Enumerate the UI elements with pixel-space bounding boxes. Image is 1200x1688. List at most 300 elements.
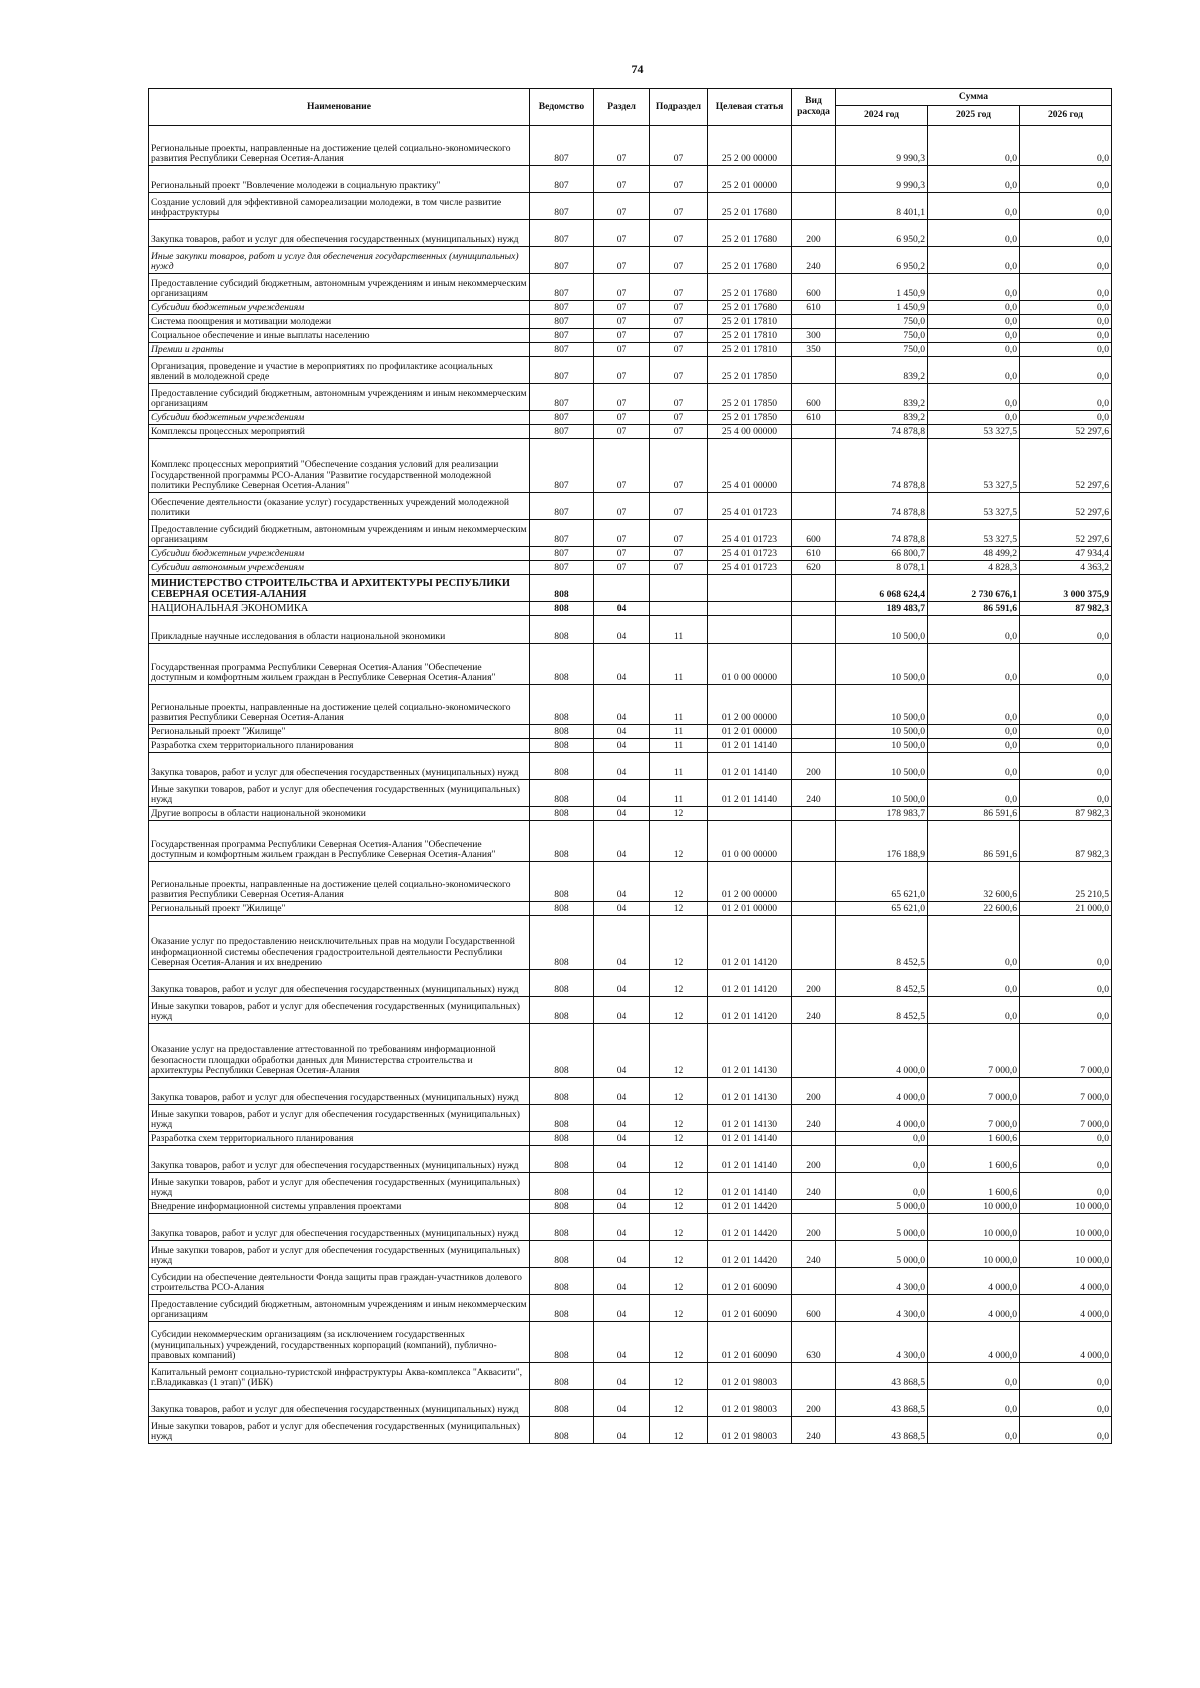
- table-row: [149, 616, 1112, 644]
- row-target-article: 25 2 01 17810: [708, 315, 792, 329]
- row-name: Субсидии бюджетным учреждениям: [149, 411, 530, 425]
- row-department: 808: [530, 1024, 594, 1078]
- row-subsection: 12: [650, 1322, 708, 1363]
- row-name: Закупка товаров, работ и услуг для обеспечения государственных (муниципальных) нужд: [149, 220, 530, 247]
- row-department: 808: [530, 685, 594, 725]
- header-subsection: Подраздел: [650, 89, 708, 126]
- row-department: 807: [530, 493, 594, 520]
- row-subsection: 07: [650, 301, 708, 315]
- row-amount-2025: 4 000,0: [928, 1268, 1020, 1295]
- header-year-2024: 2024 год: [836, 106, 928, 126]
- row-department: 808: [530, 902, 594, 916]
- table-row: [149, 602, 1112, 616]
- row-section: 07: [594, 193, 650, 220]
- row-amount-2026: 4 363,2: [1020, 561, 1112, 575]
- row-target-article: 01 2 01 14420: [708, 1200, 792, 1214]
- row-subsection: 12: [650, 1200, 708, 1214]
- row-amount-2026: 0,0: [1020, 274, 1112, 301]
- table-row: [149, 166, 1112, 193]
- row-amount-2024: 9 990,3: [836, 166, 928, 193]
- table-row: [149, 807, 1112, 821]
- row-name: Иные закупки товаров, работ и услуг для обеспечения государственных (муниципальных) нужд: [149, 780, 530, 807]
- row-amount-2025: 4 000,0: [928, 1322, 1020, 1363]
- row-department: 808: [530, 1200, 594, 1214]
- row-name: НАЦИОНАЛЬНАЯ ЭКОНОМИКА: [149, 602, 530, 616]
- row-target-article: 25 2 01 17680: [708, 274, 792, 301]
- row-name: Предоставление субсидий бюджетным, автономным учреждениям и иным некоммерческим организациям: [149, 274, 530, 301]
- row-amount-2025: 32 600,6: [928, 862, 1020, 902]
- row-amount-2026: 0,0: [1020, 997, 1112, 1024]
- table-row: [149, 357, 1112, 384]
- row-amount-2024: 189 483,7: [836, 602, 928, 616]
- row-target-article: 01 2 01 14140: [708, 1132, 792, 1146]
- row-subsection: 07: [650, 329, 708, 343]
- row-subsection: 12: [650, 862, 708, 902]
- row-section: 04: [594, 644, 650, 685]
- row-department: 807: [530, 343, 594, 357]
- row-target-article: 01 2 01 14140: [708, 780, 792, 807]
- row-amount-2026: 0,0: [1020, 644, 1112, 685]
- header-department: Ведомство: [530, 89, 594, 126]
- row-department: 807: [530, 547, 594, 561]
- header-section: Раздел: [594, 89, 650, 126]
- row-name: Региональные проекты, направленные на достижение целей социально-экономического развития Республики Северная Осетия-Алания: [149, 126, 530, 166]
- row-target-article: 01 2 01 14140: [708, 753, 792, 780]
- row-amount-2024: 9 990,3: [836, 126, 928, 166]
- row-section: 04: [594, 753, 650, 780]
- row-amount-2025: 53 327,5: [928, 439, 1020, 493]
- row-expense-type: 630: [792, 1322, 836, 1363]
- row-target-article: 25 2 01 17810: [708, 329, 792, 343]
- row-expense-type: 240: [792, 1241, 836, 1268]
- row-department: 808: [530, 616, 594, 644]
- table-row: [149, 301, 1112, 315]
- row-expense-type: 240: [792, 247, 836, 274]
- row-expense-type: [792, 616, 836, 644]
- row-amount-2026: 0,0: [1020, 126, 1112, 166]
- row-name: Иные закупки товаров, работ и услуг для обеспечения государственных (муниципальных) нужд: [149, 1105, 530, 1132]
- row-section: 04: [594, 616, 650, 644]
- row-expense-type: 610: [792, 547, 836, 561]
- row-target-article: 01 2 01 14420: [708, 1214, 792, 1241]
- row-amount-2024: 4 300,0: [836, 1322, 928, 1363]
- row-amount-2025: 0,0: [928, 739, 1020, 753]
- row-name: Премии и гранты: [149, 343, 530, 357]
- row-subsection: 12: [650, 1241, 708, 1268]
- row-expense-type: [792, 821, 836, 862]
- row-expense-type: [792, 1024, 836, 1078]
- row-department: 807: [530, 384, 594, 411]
- row-amount-2025: 0,0: [928, 916, 1020, 970]
- row-expense-type: [792, 725, 836, 739]
- row-department: 808: [530, 602, 594, 616]
- row-subsection: [650, 602, 708, 616]
- row-subsection: 07: [650, 547, 708, 561]
- row-amount-2026: 0,0: [1020, 1173, 1112, 1200]
- row-expense-type: [792, 1363, 836, 1390]
- row-name: Другие вопросы в области национальной экономики: [149, 807, 530, 821]
- row-name: Закупка товаров, работ и услуг для обеспечения государственных (муниципальных) нужд: [149, 1146, 530, 1173]
- row-amount-2024: 66 800,7: [836, 547, 928, 561]
- row-name: Предоставление субсидий бюджетным, автономным учреждениям и иным некоммерческим организациям: [149, 520, 530, 547]
- row-amount-2025: 0,0: [928, 753, 1020, 780]
- table-row: [149, 862, 1112, 902]
- row-name: Оказание услуг по предоставлению неисключительных прав на модули Государственной информационной системы обеспечения градостроительной деятельности Республики Северная Осетия-Алания и их внедрению: [149, 916, 530, 970]
- row-target-article: 01 2 01 60090: [708, 1322, 792, 1363]
- row-subsection: 07: [650, 384, 708, 411]
- table-body: [149, 126, 1112, 1444]
- row-department: 808: [530, 1322, 594, 1363]
- row-target-article: 01 2 01 14140: [708, 1173, 792, 1200]
- row-expense-type: 240: [792, 1417, 836, 1444]
- row-amount-2026: 0,0: [1020, 411, 1112, 425]
- row-target-article: [708, 602, 792, 616]
- table-header: [149, 89, 1112, 126]
- row-target-article: 25 2 01 17850: [708, 411, 792, 425]
- row-amount-2026: 0,0: [1020, 1132, 1112, 1146]
- row-amount-2026: 3 000 375,9: [1020, 575, 1112, 602]
- row-amount-2025: 0,0: [928, 193, 1020, 220]
- row-amount-2024: 43 868,5: [836, 1363, 928, 1390]
- row-expense-type: 620: [792, 561, 836, 575]
- row-amount-2025: 86 591,6: [928, 807, 1020, 821]
- row-section: 07: [594, 425, 650, 439]
- row-department: 808: [530, 970, 594, 997]
- row-section: 07: [594, 439, 650, 493]
- row-expense-type: 610: [792, 301, 836, 315]
- row-department: 808: [530, 1390, 594, 1417]
- row-name: Разработка схем территориального планирования: [149, 1132, 530, 1146]
- row-name: Разработка схем территориального планирования: [149, 739, 530, 753]
- row-amount-2026: 52 297,6: [1020, 425, 1112, 439]
- row-expense-type: 600: [792, 274, 836, 301]
- row-amount-2025: 53 327,5: [928, 493, 1020, 520]
- row-name: МИНИСТЕРСТВО СТРОИТЕЛЬСТВА И АРХИТЕКТУРЫ РЕСПУБЛИКИ СЕВЕРНАЯ ОСЕТИЯ-АЛАНИЯ: [149, 575, 530, 602]
- row-section: 04: [594, 1105, 650, 1132]
- row-name: Субсидии автономным учреждениям: [149, 561, 530, 575]
- row-subsection: 12: [650, 970, 708, 997]
- row-expense-type: [792, 357, 836, 384]
- row-expense-type: [792, 439, 836, 493]
- row-amount-2026: 87 982,3: [1020, 602, 1112, 616]
- row-section: 04: [594, 807, 650, 821]
- row-expense-type: [792, 315, 836, 329]
- row-department: 808: [530, 1173, 594, 1200]
- row-target-article: 01 2 01 60090: [708, 1295, 792, 1322]
- row-expense-type: [792, 739, 836, 753]
- table-row: [149, 997, 1112, 1024]
- row-name: Предоставление субсидий бюджетным, автономным учреждениям и иным некоммерческим организациям: [149, 1295, 530, 1322]
- row-subsection: 12: [650, 1105, 708, 1132]
- row-name: Закупка товаров, работ и услуг для обеспечения государственных (муниципальных) нужд: [149, 1078, 530, 1105]
- row-amount-2026: 4 000,0: [1020, 1268, 1112, 1295]
- row-amount-2025: 86 591,6: [928, 602, 1020, 616]
- row-subsection: 11: [650, 616, 708, 644]
- row-subsection: 12: [650, 1146, 708, 1173]
- table-row: [149, 220, 1112, 247]
- row-amount-2026: 4 000,0: [1020, 1295, 1112, 1322]
- row-section: 07: [594, 315, 650, 329]
- table-row: [149, 1200, 1112, 1214]
- row-name: Внедрение информационной системы управления проектами: [149, 1200, 530, 1214]
- row-name: Иные закупки товаров, работ и услуг для обеспечения государственных (муниципальных) нужд: [149, 997, 530, 1024]
- table-row: [149, 970, 1112, 997]
- row-section: 07: [594, 493, 650, 520]
- row-target-article: 01 2 01 60090: [708, 1268, 792, 1295]
- table-row: [149, 1417, 1112, 1444]
- row-target-article: 01 2 01 98003: [708, 1390, 792, 1417]
- table-row: [149, 343, 1112, 357]
- row-amount-2025: 0,0: [928, 780, 1020, 807]
- row-department: 808: [530, 1146, 594, 1173]
- row-name: Иные закупки товаров, работ и услуг для обеспечения государственных (муниципальных) нужд: [149, 1417, 530, 1444]
- row-name: Обеспечение деятельности (оказание услуг) государственных учреждений молодежной политики: [149, 493, 530, 520]
- row-expense-type: [792, 602, 836, 616]
- row-department: 808: [530, 575, 594, 602]
- row-amount-2025: 0,0: [928, 301, 1020, 315]
- row-name: Система поощрения и мотивации молодежи: [149, 315, 530, 329]
- table-row: [149, 1322, 1112, 1363]
- row-target-article: 25 2 01 17680: [708, 220, 792, 247]
- row-department: 807: [530, 247, 594, 274]
- row-expense-type: [792, 685, 836, 725]
- row-amount-2024: 5 000,0: [836, 1200, 928, 1214]
- table-row: [149, 1363, 1112, 1390]
- row-amount-2024: 839,2: [836, 357, 928, 384]
- row-expense-type: 200: [792, 1390, 836, 1417]
- row-name: Комплекс процессных мероприятий "Обеспечение создания условий для реализации Государственной программы РСО-Алания "Развитие государственной молодежной политики Республике Северная Осетия-Алания": [149, 439, 530, 493]
- row-amount-2024: 750,0: [836, 315, 928, 329]
- row-amount-2026: 7 000,0: [1020, 1078, 1112, 1105]
- table-row: [149, 547, 1112, 561]
- row-name: Закупка товаров, работ и услуг для обеспечения государственных (муниципальных) нужд: [149, 1390, 530, 1417]
- row-department: 808: [530, 807, 594, 821]
- table-row: [149, 247, 1112, 274]
- row-name: Организация, проведение и участие в мероприятиях по профилактике асоциальных явлений в молодежной среде: [149, 357, 530, 384]
- row-department: 807: [530, 520, 594, 547]
- row-amount-2024: 839,2: [836, 411, 928, 425]
- row-amount-2025: 0,0: [928, 1417, 1020, 1444]
- row-target-article: 01 2 01 14130: [708, 1105, 792, 1132]
- row-expense-type: 240: [792, 997, 836, 1024]
- row-amount-2026: 0,0: [1020, 247, 1112, 274]
- row-target-article: 01 0 00 00000: [708, 644, 792, 685]
- row-section: 04: [594, 1146, 650, 1173]
- row-section: 07: [594, 547, 650, 561]
- row-subsection: 12: [650, 1390, 708, 1417]
- row-expense-type: 200: [792, 1146, 836, 1173]
- row-section: 04: [594, 997, 650, 1024]
- row-amount-2024: 750,0: [836, 329, 928, 343]
- row-amount-2026: 0,0: [1020, 1363, 1112, 1390]
- row-name: Комплексы процессных мероприятий: [149, 425, 530, 439]
- row-subsection: 07: [650, 357, 708, 384]
- table-row: [149, 1295, 1112, 1322]
- row-target-article: 01 0 00 00000: [708, 821, 792, 862]
- row-expense-type: [792, 425, 836, 439]
- row-amount-2024: 74 878,8: [836, 439, 928, 493]
- row-amount-2024: 5 000,0: [836, 1214, 928, 1241]
- row-department: 807: [530, 357, 594, 384]
- row-amount-2026: 0,0: [1020, 384, 1112, 411]
- row-amount-2024: 839,2: [836, 384, 928, 411]
- row-target-article: 01 2 01 14130: [708, 1024, 792, 1078]
- row-section: 07: [594, 301, 650, 315]
- row-expense-type: 240: [792, 780, 836, 807]
- row-expense-type: 600: [792, 520, 836, 547]
- row-amount-2024: 0,0: [836, 1132, 928, 1146]
- row-subsection: 12: [650, 1363, 708, 1390]
- row-department: 808: [530, 1214, 594, 1241]
- row-target-article: 25 2 00 00000: [708, 126, 792, 166]
- row-target-article: 01 2 01 14420: [708, 1241, 792, 1268]
- row-subsection: 07: [650, 274, 708, 301]
- row-amount-2025: 7 000,0: [928, 1024, 1020, 1078]
- row-expense-type: [792, 493, 836, 520]
- table-row: [149, 411, 1112, 425]
- row-target-article: 25 4 01 01723: [708, 561, 792, 575]
- row-section: 04: [594, 1078, 650, 1105]
- row-amount-2026: 7 000,0: [1020, 1024, 1112, 1078]
- row-expense-type: 350: [792, 343, 836, 357]
- row-subsection: 12: [650, 821, 708, 862]
- row-amount-2024: 4 000,0: [836, 1105, 928, 1132]
- row-amount-2025: 0,0: [928, 166, 1020, 193]
- row-amount-2025: 7 000,0: [928, 1078, 1020, 1105]
- table-row: [149, 126, 1112, 166]
- row-name: Региональные проекты, направленные на достижение целей социально-экономического развития Республики Северная Осетия-Алания: [149, 862, 530, 902]
- row-subsection: 12: [650, 807, 708, 821]
- row-section: 04: [594, 1214, 650, 1241]
- row-amount-2025: 0,0: [928, 725, 1020, 739]
- row-amount-2024: 8 452,5: [836, 916, 928, 970]
- row-amount-2024: 6 950,2: [836, 220, 928, 247]
- row-amount-2024: 10 500,0: [836, 739, 928, 753]
- row-department: 808: [530, 1268, 594, 1295]
- row-amount-2026: 0,0: [1020, 1390, 1112, 1417]
- row-amount-2026: 0,0: [1020, 780, 1112, 807]
- row-section: 07: [594, 166, 650, 193]
- row-section: 07: [594, 126, 650, 166]
- row-target-article: 25 2 01 17850: [708, 357, 792, 384]
- table-row: [149, 1146, 1112, 1173]
- row-amount-2024: 8 452,5: [836, 970, 928, 997]
- row-department: 808: [530, 916, 594, 970]
- row-amount-2025: 2 730 676,1: [928, 575, 1020, 602]
- header-target-article: Целевая статья: [708, 89, 792, 126]
- table-row: [149, 193, 1112, 220]
- row-amount-2025: 1 600,6: [928, 1146, 1020, 1173]
- row-expense-type: 240: [792, 1105, 836, 1132]
- row-department: 807: [530, 315, 594, 329]
- row-expense-type: [792, 902, 836, 916]
- row-name: Региональный проект "Жилище": [149, 725, 530, 739]
- row-subsection: 07: [650, 193, 708, 220]
- row-amount-2025: 10 000,0: [928, 1200, 1020, 1214]
- row-section: 07: [594, 520, 650, 547]
- row-name: Закупка товаров, работ и услуг для обеспечения государственных (муниципальных) нужд: [149, 1214, 530, 1241]
- row-section: 04: [594, 821, 650, 862]
- table-row: [149, 520, 1112, 547]
- row-subsection: 07: [650, 126, 708, 166]
- row-subsection: 12: [650, 1214, 708, 1241]
- row-department: 807: [530, 329, 594, 343]
- header-name: Наименование: [149, 89, 530, 126]
- row-amount-2025: 53 327,5: [928, 520, 1020, 547]
- row-target-article: 25 4 01 01723: [708, 493, 792, 520]
- row-amount-2026: 0,0: [1020, 739, 1112, 753]
- row-name: Региональные проекты, направленные на достижение целей социально-экономического развития Республики Северная Осетия-Алания: [149, 685, 530, 725]
- row-amount-2025: 1 600,6: [928, 1173, 1020, 1200]
- row-expense-type: 200: [792, 1214, 836, 1241]
- row-amount-2024: 10 500,0: [836, 644, 928, 685]
- table-row: [149, 753, 1112, 780]
- row-section: 04: [594, 1132, 650, 1146]
- row-amount-2024: 178 983,7: [836, 807, 928, 821]
- row-name: Государственная программа Республики Северная Осетия-Алания "Обеспечение доступным и комфортным жильем граждан в Республике Северная Осетия-Алания": [149, 821, 530, 862]
- row-name: Прикладные научные исследования в области национальной экономики: [149, 616, 530, 644]
- row-amount-2024: 10 500,0: [836, 725, 928, 739]
- row-amount-2024: 10 500,0: [836, 780, 928, 807]
- row-amount-2024: 4 000,0: [836, 1078, 928, 1105]
- table-row: [149, 644, 1112, 685]
- table-row: [149, 902, 1112, 916]
- row-amount-2024: 0,0: [836, 1173, 928, 1200]
- row-amount-2025: 0,0: [928, 644, 1020, 685]
- row-department: 808: [530, 780, 594, 807]
- table-row: [149, 425, 1112, 439]
- row-name: Закупка товаров, работ и услуг для обеспечения государственных (муниципальных) нужд: [149, 753, 530, 780]
- row-expense-type: 600: [792, 384, 836, 411]
- row-subsection: 07: [650, 343, 708, 357]
- row-subsection: 07: [650, 315, 708, 329]
- row-department: 808: [530, 1241, 594, 1268]
- row-section: 04: [594, 1173, 650, 1200]
- row-amount-2026: 52 297,6: [1020, 520, 1112, 547]
- row-amount-2026: 25 210,5: [1020, 862, 1112, 902]
- row-amount-2026: 0,0: [1020, 616, 1112, 644]
- row-department: 807: [530, 193, 594, 220]
- row-subsection: 12: [650, 916, 708, 970]
- row-target-article: 25 4 01 00000: [708, 439, 792, 493]
- row-amount-2025: 0,0: [928, 343, 1020, 357]
- row-section: 04: [594, 902, 650, 916]
- row-amount-2026: 0,0: [1020, 315, 1112, 329]
- row-name: Иные закупки товаров, работ и услуг для обеспечения государственных (муниципальных) нужд: [149, 1173, 530, 1200]
- row-subsection: 12: [650, 1024, 708, 1078]
- row-department: 808: [530, 753, 594, 780]
- row-department: 807: [530, 220, 594, 247]
- row-subsection: 12: [650, 1078, 708, 1105]
- row-target-article: 01 2 01 14140: [708, 739, 792, 753]
- row-amount-2024: 750,0: [836, 343, 928, 357]
- row-subsection: 12: [650, 1417, 708, 1444]
- row-department: 807: [530, 561, 594, 575]
- row-amount-2026: 0,0: [1020, 916, 1112, 970]
- row-amount-2026: 52 297,6: [1020, 493, 1112, 520]
- table-row: [149, 1173, 1112, 1200]
- row-amount-2026: 47 934,4: [1020, 547, 1112, 561]
- row-target-article: 25 4 00 00000: [708, 425, 792, 439]
- row-amount-2025: 0,0: [928, 126, 1020, 166]
- row-name: Иные закупки товаров, работ и услуг для обеспечения государственных (муниципальных) нужд: [149, 247, 530, 274]
- table-row: [149, 1241, 1112, 1268]
- row-subsection: 12: [650, 1268, 708, 1295]
- row-section: 04: [594, 739, 650, 753]
- row-target-article: 01 2 01 14140: [708, 1146, 792, 1173]
- row-subsection: 11: [650, 739, 708, 753]
- row-section: 07: [594, 274, 650, 301]
